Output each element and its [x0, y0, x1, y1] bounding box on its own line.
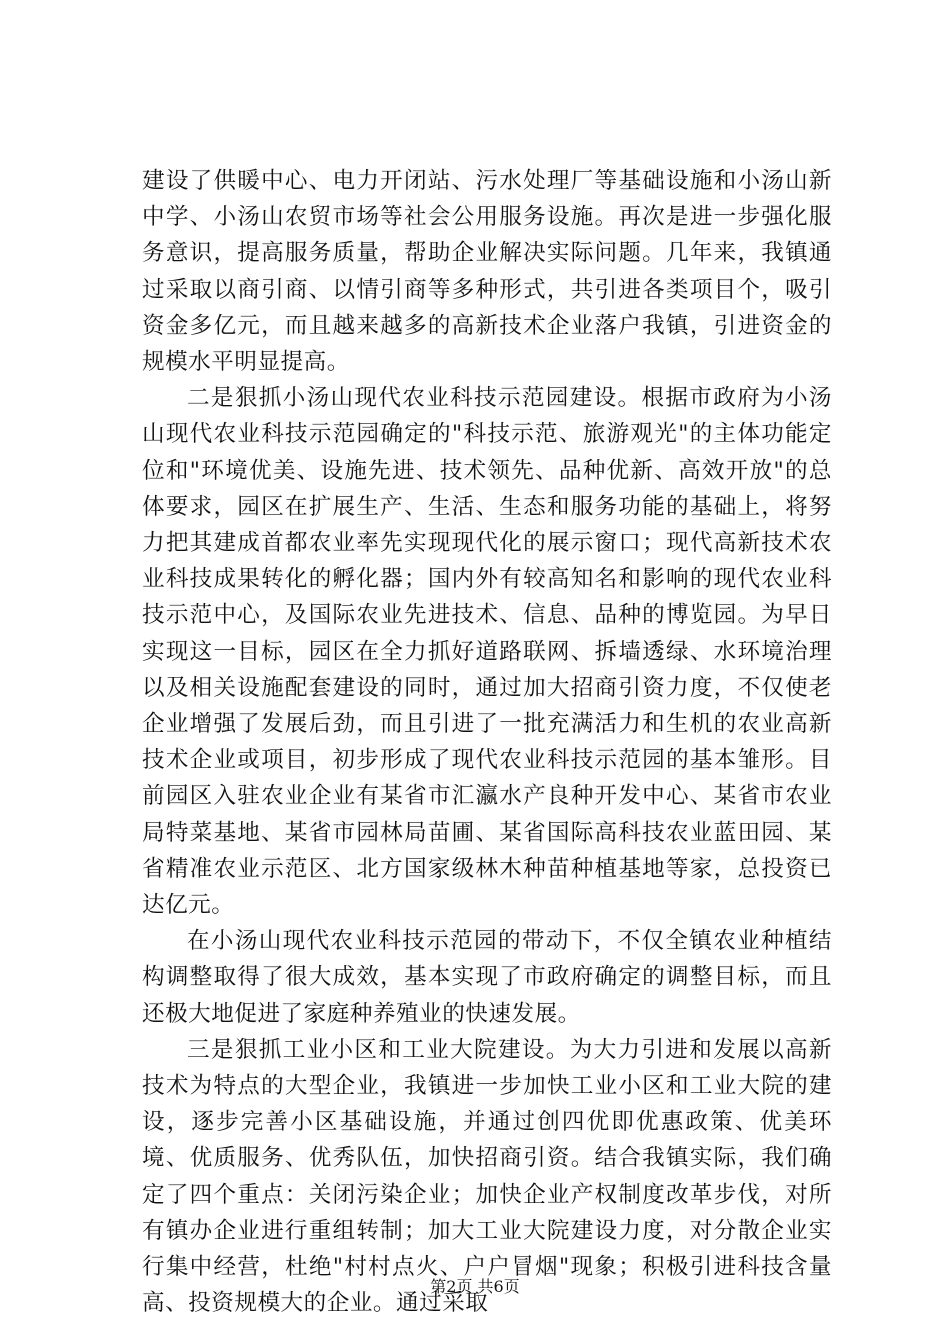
- paragraph-planting-structure: 在小汤山现代农业科技示范园的带动下，不仅全镇农业种植结构调整取得了很大成效，基本实现了市政府确定的调整目标，而且还极大地促进了家庭种养殖业的快速发展。: [142, 928, 832, 1027]
- paragraph-continuation: 建设了供暖中心、电力开闭站、污水处理厂等基础设施和小汤山新中学、小汤山农贸市场等社会公用服务设施。再次是进一步强化服务意识，提高服务质量，帮助企业解决实际问题。几年来，我镇通过采取以商引商、以情引商等多种形式，共引进各类项目个，吸引资金多亿元，而且越来越多的高新技术企业落户我镇，引进资金的规模水平明显提高。: [142, 168, 832, 376]
- paragraph-agri-park: 二是狠抓小汤山现代农业科技示范园建设。根据市政府为小汤山现代农业科技示范园确定的"科技示范、旅游观光"的主体功能定位和"环境优美、设施先进、技术领先、品种优新、高效开放"的总体要求，园区在扩展生产、生活、生态和服务功能的基础上，将努力把其建成首都农业率先实现现代化的展示窗口；现代高新技术农业科技成果转化的孵化器；国内外有较高知名和影响的现代农业科技示范中心，及国际农业先进技术、信息、品种的博览园。为早日实现这一目标，园区在全力抓好道路联网、拆墙透绿、水环境治理以及相关设施配套建设的同时，通过加大招商引资力度，不仅使老企业增强了发展后劲，而且引进了一批充满活力和生机的农业高新技术企业或项目，初步形成了现代农业科技示范园的基本雏形。目前园区入驻农业企业有某省市汇瀛水产良种开发中心、某省市农业局特菜基地、某省市园林局苗圃、某省国际高科技农业蓝田园、某省精准农业示范区、北方国家级林木种苗种植基地等家，总投资已达亿元。: [142, 385, 832, 919]
- paragraph-industrial-zone: 三是狠抓工业小区和工业大院建设。为大力引进和发展以高新技术为特点的大型企业，我镇进一步加快工业小区和工业大院的建设，逐步完善小区基础设施，并通过创四优即优惠政策、优美环境、优质服务、优秀队伍，加快招商引资。结合我镇实际，我们确定了四个重点：关闭污染企业；加快企业产权制度改革步伐，对所有镇办企业进行重组转制；加大工业大院建设力度，对分散企业实行集中经营，杜绝"村村点火、户户冒烟"现象；积极引进科技含量高、投资规模大的企业。通过采取: [142, 1036, 832, 1317]
- document-body: [142, 163, 832, 1322]
- page-number-footer: 第2页 共6页: [430, 1277, 520, 1296]
